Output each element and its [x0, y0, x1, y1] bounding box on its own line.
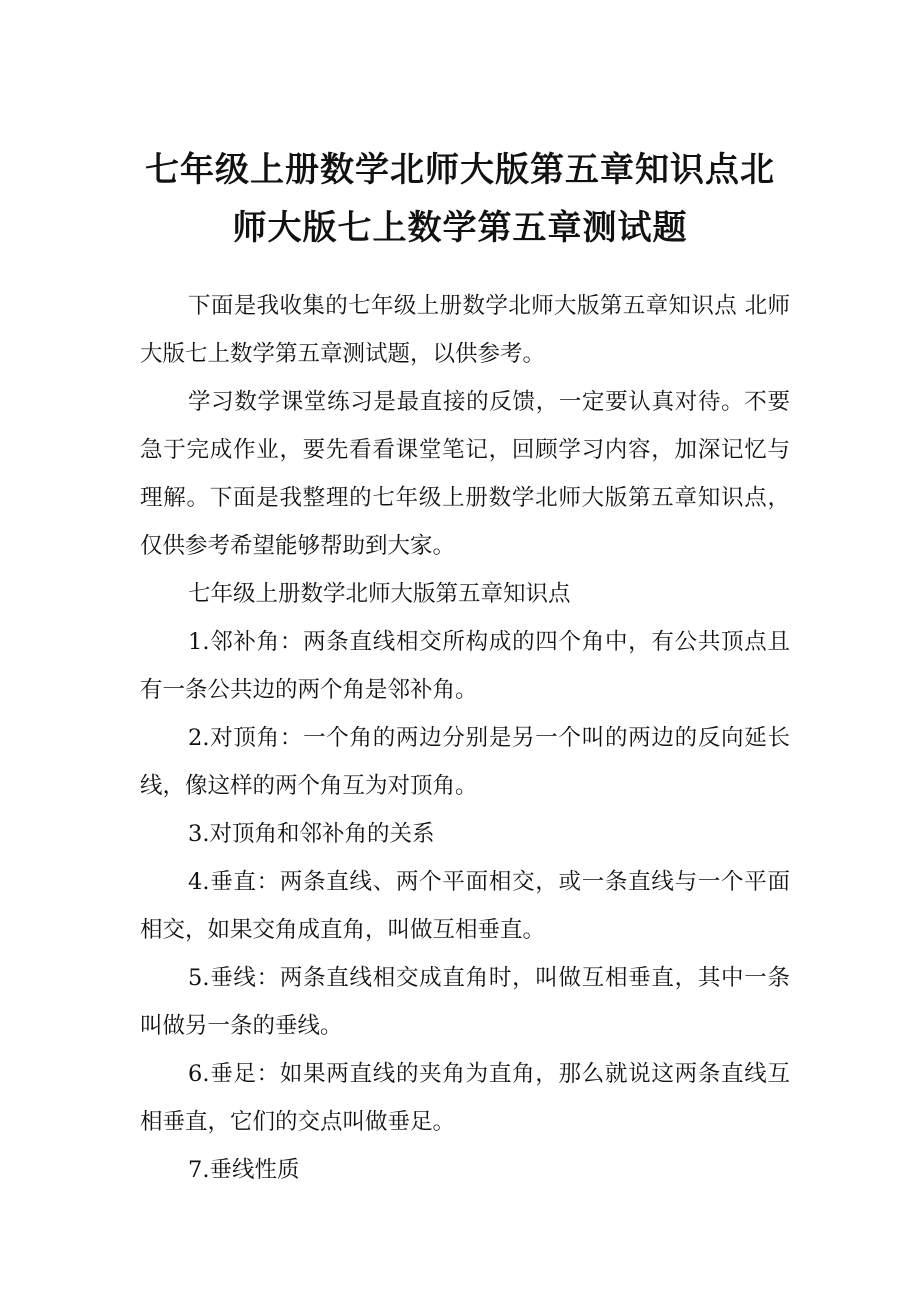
point-foot-of-perpendicular: 6.垂足：如果两直线的夹角为直角，那么就说这两条直线互相垂直，它们的交点叫做垂足。	[140, 1061, 790, 1135]
document-title	[100, 141, 820, 257]
point-adjacent-angle: 1.邻补角：两条直线相交所构成的四个角中，有公共顶点且有一条公共边的两个角是邻补角。	[140, 629, 790, 703]
paragraph-study-advice: 学习数学课堂练习是最直接的反馈，一定要认真对待。不要急于完成作业，要先看看课堂笔记，回顾学习内容，加深记忆与理解。下面是我整理的七年级上册数学北师大版第五章知识点，仅供参考希望能够帮助到大家。	[140, 389, 790, 559]
title-line-1: 七年级上册数学北师大版第五章知识点北	[145, 150, 775, 190]
point-angle-relation: 3.对顶角和邻补角的关系	[188, 821, 435, 847]
point-perpendicular-line: 5.垂线：两条直线相交成直角时，叫做互相垂直，其中一条叫做另一条的垂线。	[140, 965, 790, 1039]
point-perpendicular-property: 7.垂线性质	[188, 1157, 300, 1183]
point-vertical-angle: 2.对顶角：一个角的两边分别是另一个叫的两边的反向延长线，像这样的两个角互为对顶角。	[140, 725, 790, 799]
title-line-2: 师大版七上数学第五章测试题	[232, 208, 688, 248]
point-perpendicular: 4.垂直：两条直线、两个平面相交，或一条直线与一个平面相交，如果交角成直角，叫做互相垂直。	[140, 869, 790, 943]
paragraph-intro: 下面是我收集的七年级上册数学北师大版第五章知识点 北师大版七上数学第五章测试题，以供参考。	[140, 293, 790, 367]
document-body	[140, 282, 790, 1194]
section-heading: 七年级上册数学北师大版第五章知识点	[188, 581, 571, 607]
